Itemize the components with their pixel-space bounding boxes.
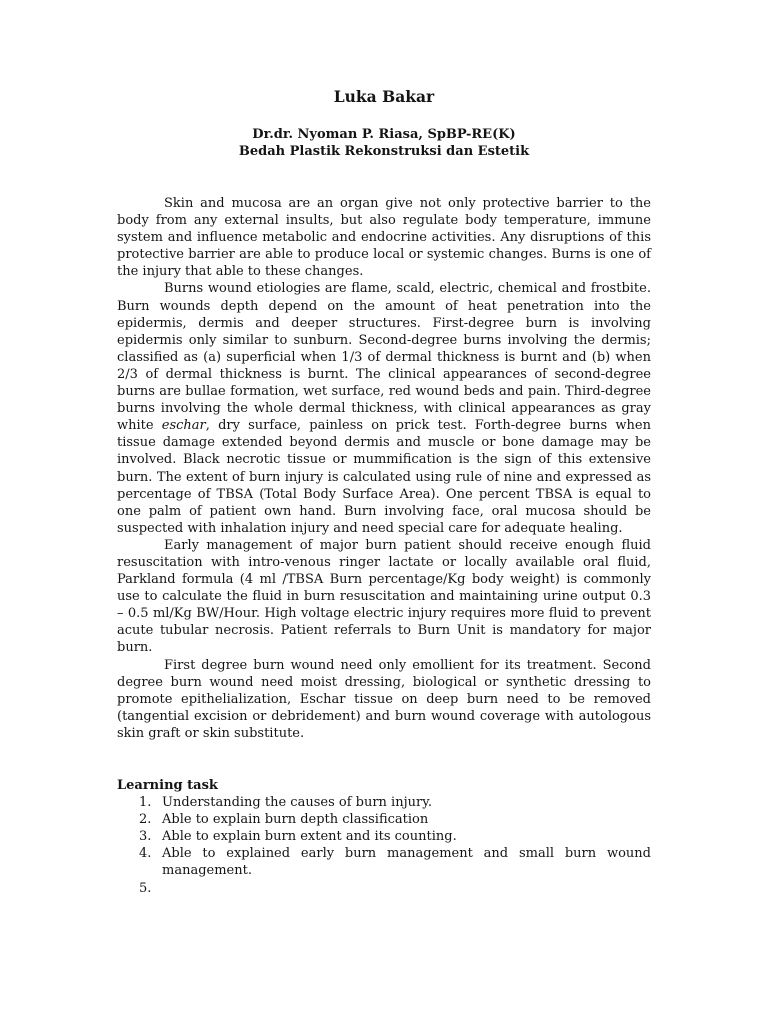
list-item-number: 2. — [139, 812, 152, 828]
list-item — [117, 794, 651, 811]
list-item-number: 3. — [139, 829, 152, 845]
list-item-number: 5. — [139, 880, 152, 896]
paragraph-wound-treatment: First degree burn wound need only emollient for its treatment. Second degree burn wound need moist dressing, biological or synthetic dressing to promote epithelialization, Eschar tissue on deep burn need to be removed (tangential excision or debridement) and burn wound coverage with autologous skin graft or skin substitute. — [117, 657, 651, 741]
paragraph-etiology-part1: Burns wound etiologies are flame, scald, electric, chemical and frostbite. Burn wounds depth depend on the amount of heat penetration into the epidermis, dermis and deeper structures. First-degree burn is involving epidermis only similar to sunburn. Second-degree burns involving the dermis; classified as (a) superficial when 1/3 of dermal thickness is burnt and (b) when 2/3 of dermal thickness is burnt. The clinical appearances of second-degree burns are bullae formation, wet surface, red wound beds and pain. Third-degree burns involving the whole dermal thickness, with clinical appearances as gray white — [117, 281, 651, 434]
list-item-text: Able to explained early burn management and small burn wound management. — [162, 846, 651, 879]
body-text — [117, 195, 651, 742]
list-item-text — [162, 881, 166, 896]
paragraph-etiology-part2: , dry surface, painless on prick test. Forth-degree burns when tissue damage extended beyond dermis and muscle or bone damage may be involved. Black necrotic tissue or mummification is the sign of this extensive burn. The extent of burn injury is calculated using rule of nine and expressed as percentage of TBSA (Total Body Surface Area). One percent TBSA is equal to one palm of patient own hand. Burn involving face, oral mucosa should be suspected with inhalation injury and need special care for adequate healing. — [117, 418, 651, 536]
list-item — [117, 811, 651, 828]
list-item — [117, 880, 651, 897]
list-item — [117, 828, 651, 845]
document-title: Luka Bakar — [333, 87, 435, 106]
learning-task-heading: Learning task — [117, 778, 218, 793]
eschar-term: eschar — [161, 418, 206, 434]
paragraph-early-management: Early management of major burn patient should receive enough fluid resuscitation with intro-venous ringer lactate or locally available oral fluid, Parkland formula (4 ml /TBSA Burn percentage/Kg body weight) is commonly use to calculate the fluid in burn resuscitation and maintaining urine output 0.3 – 0.5 ml/Kg BW/Hour. High voltage electric injury requires more fluid to prevent acute tubular necrosis. Patient referrals to Burn Unit is mandatory for major burn. — [117, 537, 651, 656]
learning-task-list — [117, 794, 651, 897]
author-block — [0, 126, 768, 160]
paragraph-etiology — [117, 280, 651, 536]
paragraph-introduction: Skin and mucosa are an organ give not only protective barrier to the body from any external insults, but also regulate body temperature, immune system and influence metabolic and endocrine activities. Any disruptions of this protective barrier are able to produce local or systemic changes. Burns is one of the injury that able to these changes. — [117, 196, 651, 280]
list-item-text: Understanding the causes of burn injury. — [162, 795, 432, 811]
author-name: Dr.dr. Nyoman P. Riasa, SpBP-RE(K) — [252, 127, 516, 142]
list-item — [117, 845, 651, 879]
list-item-text: Able to explain burn extent and its counting. — [162, 829, 457, 845]
list-item-number: 1. — [139, 795, 152, 811]
author-department: Bedah Plastik Rekonstruksi dan Estetik — [238, 144, 530, 159]
learning-task-section — [117, 777, 651, 897]
list-item-number: 4. — [139, 846, 152, 862]
list-item-text: Able to explain burn depth classification — [162, 812, 429, 828]
